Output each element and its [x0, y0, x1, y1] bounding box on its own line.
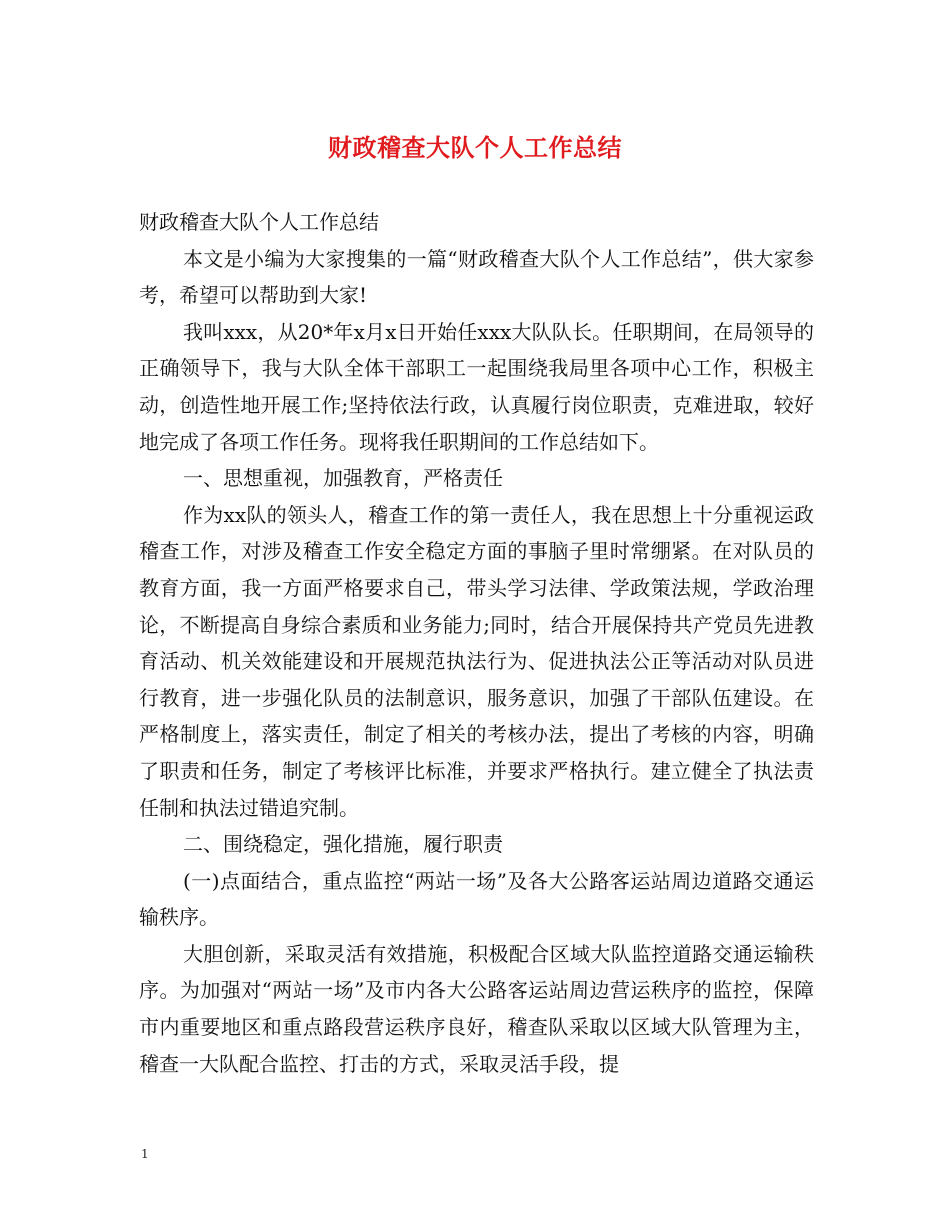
paragraph-subtitle: 财政稽查大队个人工作总结	[139, 210, 379, 234]
section-heading-1: 一、思想重视，加强教育，严格责任	[183, 466, 503, 491]
paragraph-self-introduction: 我叫xxx，从20*年x月x日开始任xxx大队队长。任职期间，在局领导的正确领导下，我与大队全体干部职工一起围绕我局里各项中心工作，积极主动，创造性地开展工作;坚持依法行政，认真履行岗位职责，克难进取，较好地完成了各项工作任务。现将我任职期间的工作总结如下。	[139, 319, 814, 454]
paragraph-section-1-body: 作为xx队的领头人，稽查工作的第一责任人，我在思想上十分重视运政稽查工作，对涉及稽查工作安全稳定方面的事脑子里时常绷紧。在对队员的教育方面，我一方面严格要求自己，带头学习法律、学政策法规，学政治理论，不断提高自身综合素质和业务能力;同时，结合开展保持共产党员先进教育活动、机关效能建设和开展规范执法行为、促进执法公正等活动对队员进行教育，进一步强化队员的法制意识，服务意识，加强了干部队伍建设。在严格制度上，落实责任，制定了相关的考核办法，提出了考核的内容，明确了职责和任务，制定了考核评比标准，并要求严格执行。建立健全了执法责任制和执法过错追究制。	[139, 502, 814, 820]
document-title: 财政稽查大队个人工作总结	[328, 134, 622, 162]
section-heading-2: 二、围绕稳定，强化措施，履行职责	[183, 832, 503, 857]
paragraph-subsection-2-1-body: 大胆创新，采取灵活有效措施，积极配合区域大队监控道路交通运输秩序。为加强对“两站一场”及市内各大公路客运站周边营运秩序的监控，保障市内重要地区和重点路段营运秩序良好，稽查队采取以区域大队管理为主，稽查一大队配合监控、打击的方式，采取灵活手段，提	[139, 941, 814, 1076]
page-number: 1	[141, 1147, 149, 1161]
document-body	[139, 204, 814, 1082]
subsection-heading-2-1: (一)点面结合，重点监控“两站一场”及各大公路客运站周边道路交通运输秩序。	[139, 868, 814, 930]
paragraph-intro: 本文是小编为大家搜集的一篇“财政稽查大队个人工作总结”，供大家参考，希望可以帮助到大家!	[139, 246, 814, 308]
